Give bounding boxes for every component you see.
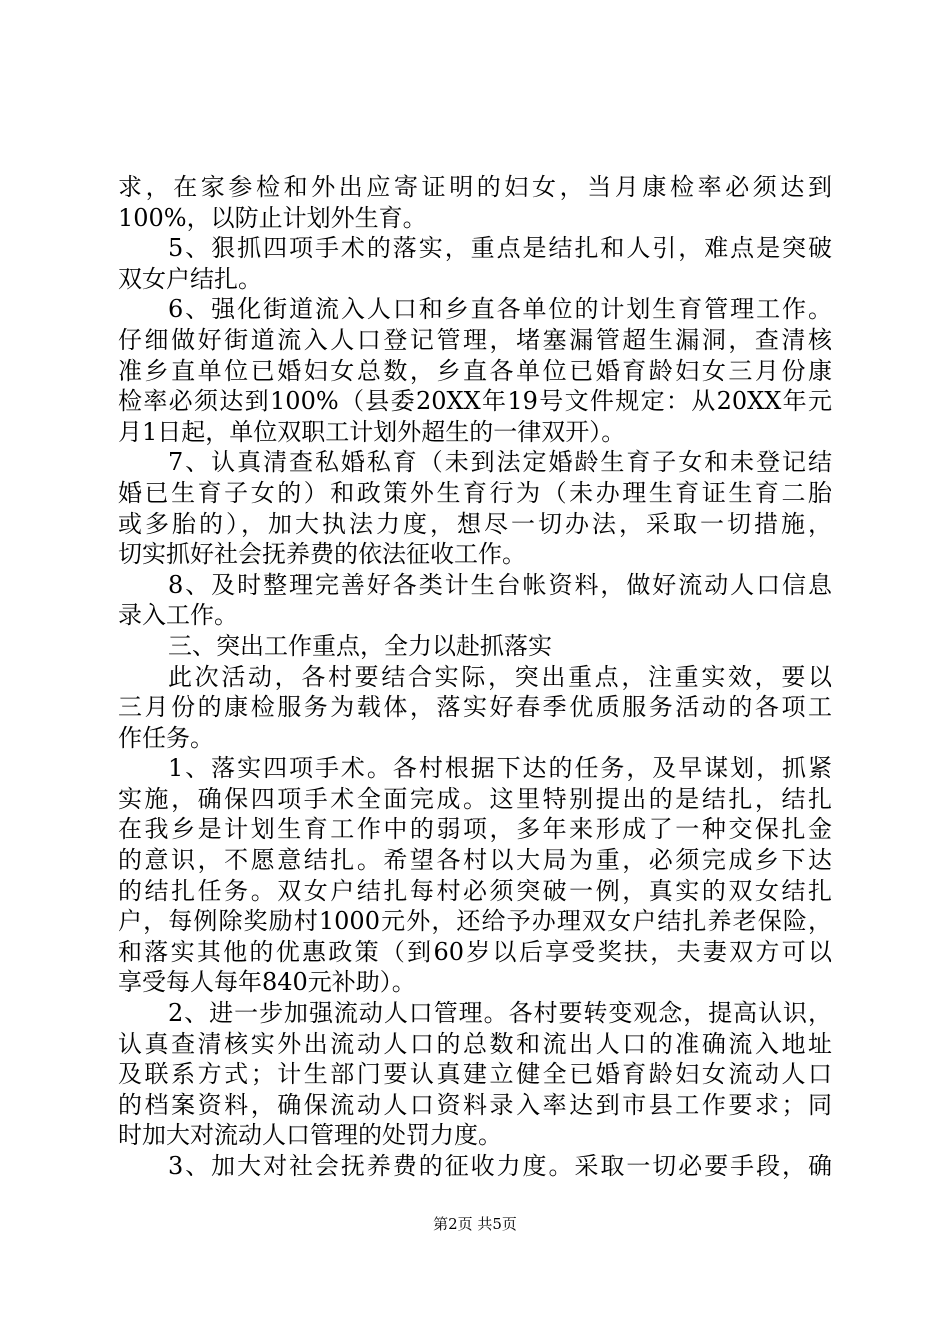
text-line: 1、落实四项手术。各村根据下达的任务，及早谋划，抓紧 <box>168 754 832 783</box>
page-footer: 第2页 共5页 <box>433 1215 517 1233</box>
text-line: 三月份的康检服务为载体，落实好春季优质服务活动的各项工 <box>118 693 832 722</box>
text-line: 求，在家参检和外出应寄证明的妇女，当月康检率必须达到 <box>118 173 832 201</box>
text-line: 时加大对流动人口管理的处罚力度。 <box>118 1121 502 1150</box>
text-line: 双女户结扎。 <box>118 264 262 293</box>
text-line: 6、强化街道流入人口和乡直各单位的计划生育管理工作。 <box>168 295 832 324</box>
text-line: 作任务。 <box>118 723 214 752</box>
document-body <box>118 172 832 1182</box>
text-line: 在我乡是计划生育工作中的弱项，多年来形成了一种交保扎金 <box>118 815 832 844</box>
text-line: 及联系方式；计生部门要认真建立健全已婚育龄妇女流动人口 <box>118 1060 832 1089</box>
text-line: 的意识，不愿意结扎。希望各村以大局为重，必须完成乡下达 <box>118 846 832 875</box>
text-line: 享受每人每年840元补助）。 <box>118 968 416 997</box>
text-line: 检率必须达到100%（县委20XX年19号文件规定：从20XX年元 <box>118 387 832 416</box>
text-line: 此次活动，各村要结合实际，突出重点，注重实效，要以 <box>168 662 832 691</box>
text-line: 的档案资料，确保流动人口资料录入率达到市县工作要求；同 <box>118 1090 832 1119</box>
text-line: 录入工作。 <box>118 601 238 630</box>
text-line: 三、突出工作重点，全力以赴抓落实 <box>168 631 552 660</box>
text-line: 3、加大对社会抚养费的征收力度。采取一切必要手段，确 <box>168 1152 832 1180</box>
text-line: 准乡直单位已婚妇女总数，乡直各单位已婚育龄妇女三月份康 <box>118 356 832 385</box>
text-line: 认真查清核实外出流动人口的总数和流出人口的准确流入地址 <box>118 1029 832 1058</box>
text-line: 月1日起，单位双职工计划外超生的一律双开）。 <box>118 417 626 446</box>
text-line: 实施，确保四项手术全面完成。这里特别提出的是结扎，结扎 <box>118 784 832 813</box>
text-line: 5、狠抓四项手术的落实，重点是结扎和人引，难点是突破 <box>168 234 832 263</box>
text-line: 户，每例除奖励村1000元外，还给予办理双女户结扎养老保险， <box>118 907 832 936</box>
text-line: 100%，以防止计划外生育。 <box>118 203 427 232</box>
text-line: 2、进一步加强流动人口管理。各村要转变观念，提高认识， <box>168 999 832 1028</box>
text-line: 切实抓好社会抚养费的依法征收工作。 <box>118 540 526 569</box>
text-line: 的结扎任务。双女户结扎每村必须突破一例，真实的双女结扎 <box>118 876 832 905</box>
text-line: 8、及时整理完善好各类计生台帐资料，做好流动人口信息 <box>168 570 832 599</box>
text-line: 7、认真清查私婚私育（未到法定婚龄生育子女和未登记结 <box>168 448 832 477</box>
text-line: 仔细做好街道流入人口登记管理，堵塞漏管超生漏洞，查清核 <box>118 325 832 354</box>
text-line: 或多胎的），加大执法力度，想尽一切办法，采取一切措施， <box>118 509 832 538</box>
text-line: 婚已生育子女的）和政策外生育行为（未办理生育证生育二胎 <box>118 478 832 507</box>
text-line: 和落实其他的优惠政策（到60岁以后享受奖扶，夫妻双方可以 <box>118 937 832 966</box>
